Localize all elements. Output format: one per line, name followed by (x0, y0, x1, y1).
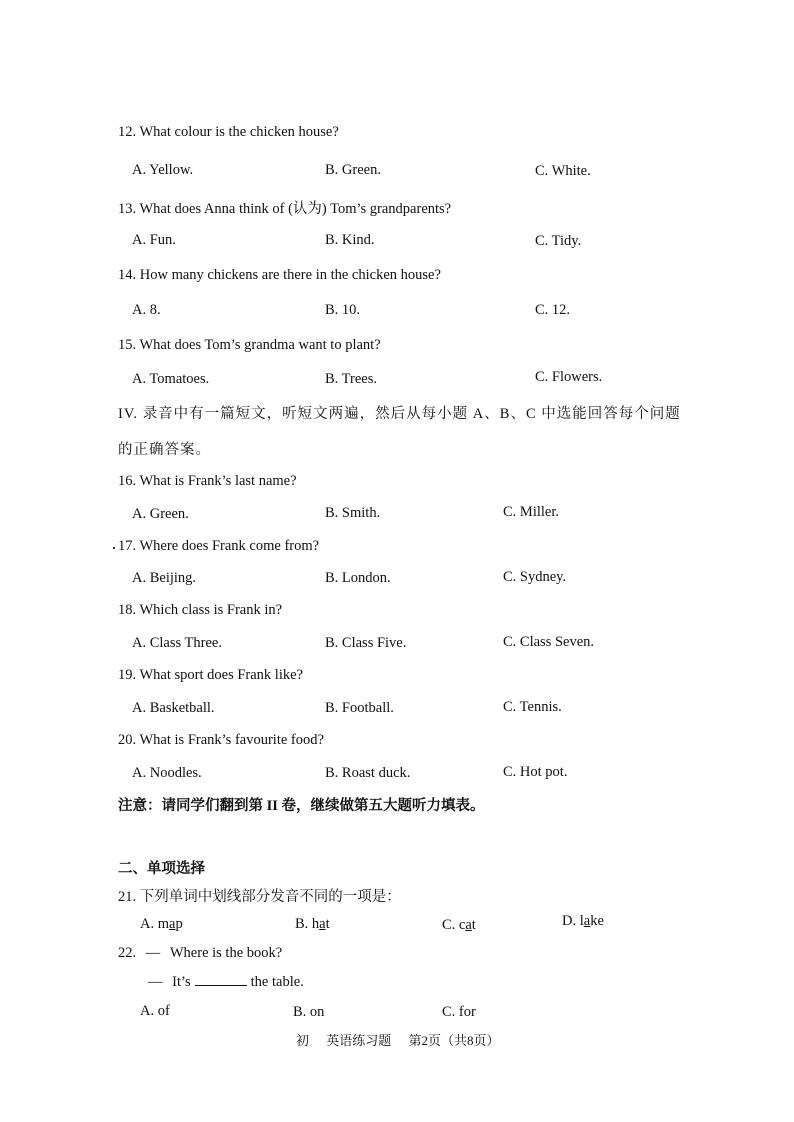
question-text: What is Frank’s last name? (139, 473, 297, 489)
question-text: What does Tom’s grandma want to plant? (139, 337, 381, 353)
option-a: A. of (140, 1003, 170, 1019)
question-16 (118, 473, 297, 490)
line-text: It’s (172, 974, 191, 990)
underlined-letter: a (319, 916, 326, 932)
footer-grade: 初 (296, 1033, 310, 1048)
question-12 (118, 124, 339, 141)
question-number: 17. (118, 538, 137, 554)
answer-blank (195, 975, 247, 986)
question-text: What sport does Frank like? (139, 667, 303, 683)
option-c: C. Miller. (503, 504, 559, 520)
option-c: C. Sydney. (503, 569, 567, 585)
question-number: 21. (118, 889, 137, 905)
question-15 (118, 337, 381, 354)
option-a: A. 8. (132, 302, 161, 318)
word-part: m (157, 916, 170, 932)
question-18 (118, 602, 282, 619)
option-b: B. Kind. (325, 232, 375, 248)
option-letter: D. (562, 913, 577, 929)
word-part: ke (590, 913, 604, 929)
option-b: B. on (293, 1004, 325, 1020)
option-b: B. Football. (325, 700, 394, 716)
question-19 (118, 667, 303, 684)
question-text: Where does Frank come from? (139, 538, 320, 554)
option-b: B. Green. (325, 162, 381, 178)
option-a: A. Fun. (132, 232, 176, 248)
question-number: 14. (118, 267, 137, 283)
option-a: A. Yellow. (132, 162, 194, 178)
option-c: C. Flowers. (535, 369, 603, 385)
section-4-instruction (118, 396, 688, 468)
option-word (312, 916, 330, 932)
dialogue-dash: — (148, 974, 163, 990)
option-letter: C. (442, 917, 456, 933)
option-word (459, 917, 476, 933)
question-number: 19. (118, 667, 137, 683)
option-b (295, 916, 330, 933)
option-c: C. for (442, 1004, 476, 1020)
word-part: p (175, 916, 183, 932)
question-number: 18. (118, 602, 137, 618)
option-a: A. Tomatoes. (132, 371, 210, 387)
scan-speck (113, 547, 115, 549)
option-c: C. 12. (535, 302, 571, 318)
question-number: 13. (118, 201, 137, 217)
footer-page-number: 第2页（共8页） (408, 1033, 500, 1048)
question-text: How many chickens are there in the chicken house? (139, 267, 441, 283)
question-20 (118, 732, 324, 749)
section-label: IV. (118, 406, 139, 422)
question-number: 12. (118, 124, 137, 140)
question-number: 20. (118, 732, 137, 748)
option-c: C. Hot pot. (503, 764, 568, 780)
question-text: Which class is Frank in? (139, 602, 283, 618)
question-text: 下列单词中划线部分发音不同的一项是： (139, 889, 401, 905)
question-text: What is Frank’s favourite food? (139, 732, 324, 748)
listening-note: 注意：请同学们翻到第 II 卷，继续做第五大题听力填表。 (118, 798, 485, 814)
option-a (140, 916, 183, 933)
option-word (580, 913, 604, 929)
option-b: B. Class Five. (325, 635, 407, 651)
dialogue-line-1: Where is the book? (169, 945, 283, 961)
option-b: B. Smith. (325, 505, 381, 521)
word-part: l (579, 913, 584, 929)
question-text: What does Anna think of (认为) Tom’s grandparents? (139, 201, 452, 217)
underlined-letter: a (583, 913, 591, 929)
option-b: B. Roast duck. (325, 765, 411, 781)
option-d (562, 913, 604, 930)
question-number: 22. (118, 945, 137, 961)
instruction-text: 录音中有一篇短文，听短文两遍，然后从每小题 A、B、C 中选能回答每个问题的正确答案。 (118, 406, 681, 458)
word-part: c (458, 917, 466, 933)
underlined-letter: a (169, 916, 176, 932)
option-word (158, 916, 183, 932)
option-c: C. Class Seven. (503, 634, 595, 650)
option-b: B. 10. (325, 302, 361, 318)
question-14 (118, 267, 441, 284)
option-a: A. Class Three. (132, 635, 222, 651)
underlined-letter: a (465, 917, 472, 933)
option-c: C. Tennis. (503, 699, 562, 715)
dialogue-dash: — (145, 945, 161, 961)
option-c (442, 917, 476, 934)
option-c: C. Tidy. (535, 233, 582, 249)
question-21 (118, 885, 401, 906)
option-a: A. Basketball. (132, 700, 215, 716)
footer-subject: 英语练习题 (326, 1033, 392, 1048)
question-text: What colour is the chicken house? (139, 124, 339, 140)
option-letter: B. (295, 916, 309, 932)
option-a: A. Noodles. (132, 765, 202, 781)
word-part: t (471, 917, 476, 933)
option-b: B. London. (325, 570, 391, 586)
question-13 (118, 197, 451, 218)
question-number: 16. (118, 473, 137, 489)
question-number: 15. (118, 337, 137, 353)
option-c: C. White. (535, 163, 591, 179)
word-part: t (325, 916, 330, 932)
question-17 (118, 538, 319, 555)
page-footer (296, 1030, 514, 1049)
question-22 (118, 945, 282, 962)
option-b: B. Trees. (325, 371, 377, 387)
line-text: the table. (250, 974, 304, 990)
word-part: h (311, 916, 320, 932)
section-2-title: 二、单项选择 (118, 861, 205, 877)
option-a: A. Beijing. (132, 570, 197, 586)
option-a: A. Green. (132, 506, 189, 522)
dialogue-line-2 (148, 974, 304, 991)
option-letter: A. (140, 916, 155, 932)
